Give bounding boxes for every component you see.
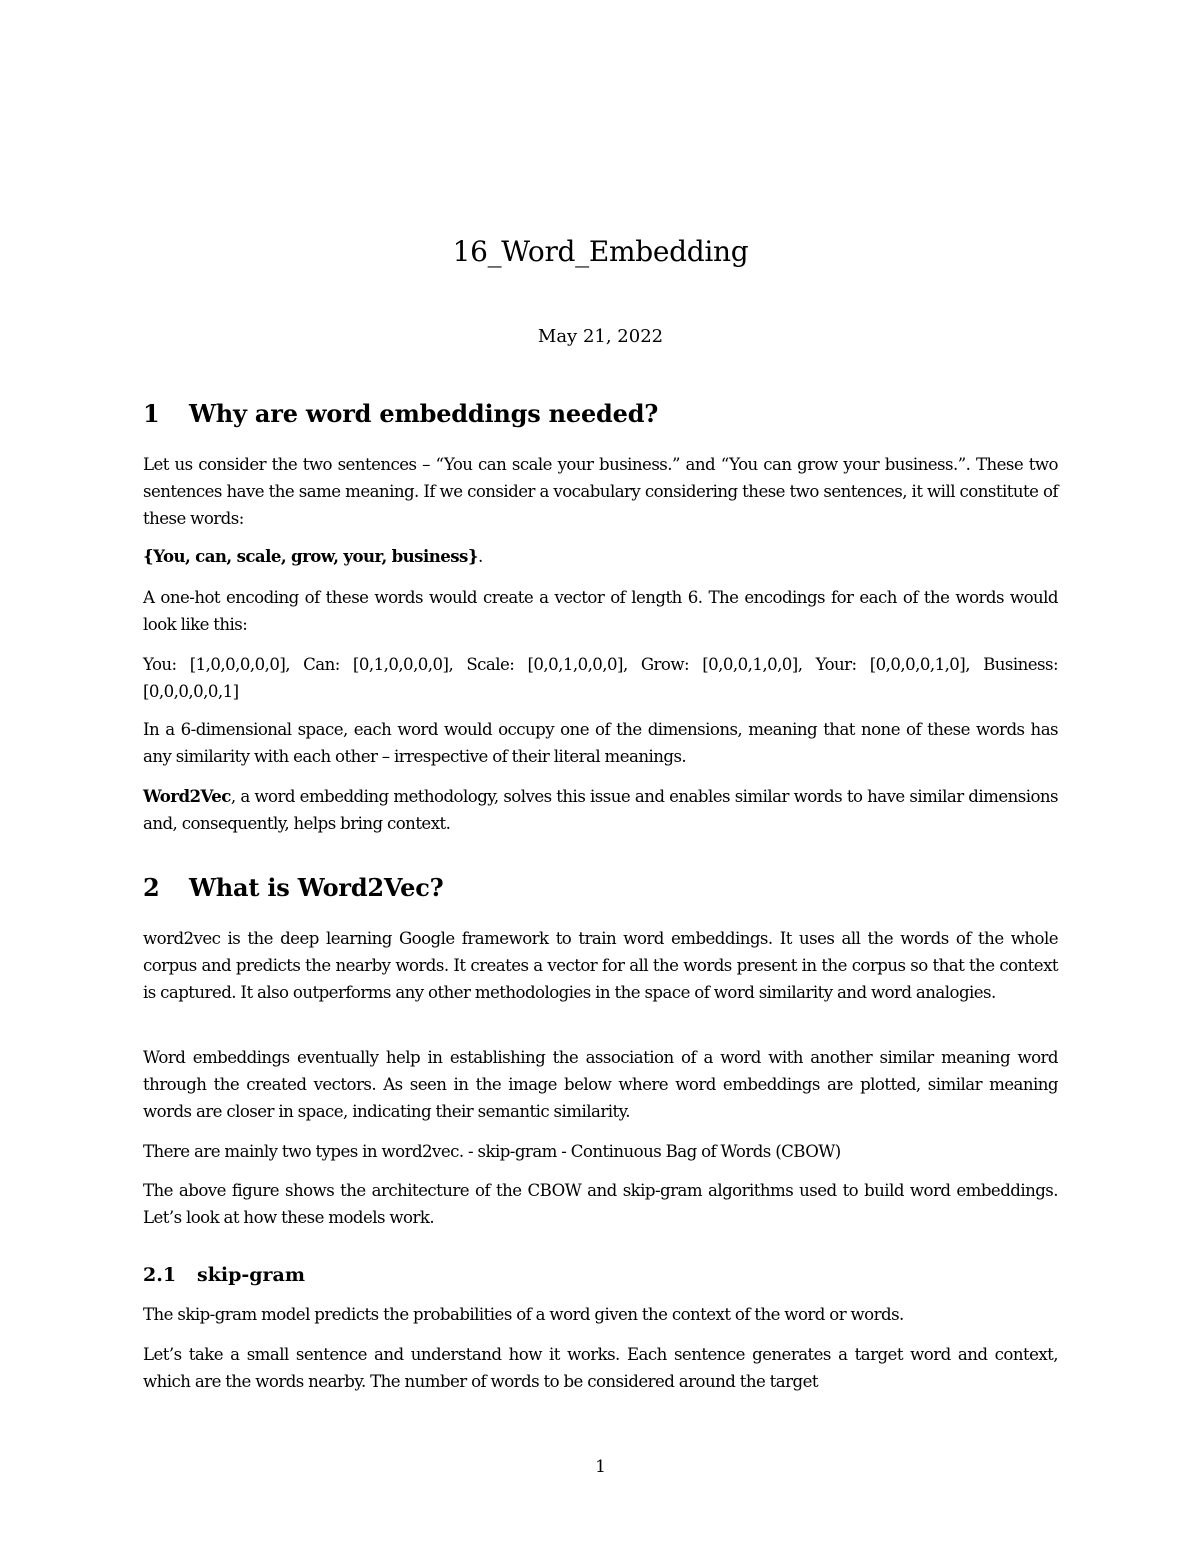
- subsection-number: 2.1: [143, 1264, 177, 1286]
- vocabulary-end: .: [477, 547, 483, 566]
- paragraph: The above figure shows the architecture of the CBOW and skip-gram algorithms used to build word embeddings. Let’s look at how these models work.: [143, 1181, 1058, 1227]
- section-2-heading: [143, 871, 1058, 905]
- paragraph: Word embeddings eventually help in establishing the association of a word with another similar meaning word through the created vectors. As seen in the image below where word embeddings are plotted, similar meaning words are closer in space, indicating their semantic similarity.: [143, 1048, 1058, 1121]
- document-title: 16_Word_Embedding: [452, 235, 749, 268]
- paragraph-text: , a word embedding methodology, solves this issue and enables similar words to have similar dimensions and, consequently, helps bring context.: [143, 787, 1058, 833]
- paragraph: The skip-gram model predicts the probabilities of a word given the context of the word or words.: [143, 1305, 904, 1324]
- paragraph: A one-hot encoding of these words would create a vector of length 6. The encodings for each of the words would look like this:: [143, 588, 1058, 634]
- term-word2vec: Word2Vec: [143, 786, 231, 806]
- section-title: Why are word embeddings needed?: [189, 399, 659, 428]
- paragraph: [143, 783, 1058, 837]
- paragraph: Let’s take a small sentence and understand how it works. Each sentence generates a target word and context, which are the words nearby. The number of words to be considered around the target: [143, 1345, 1058, 1391]
- document-page: [143, 0, 1058, 1553]
- subsection-title: skip-gram: [197, 1264, 305, 1286]
- page-number: 1: [595, 1457, 606, 1477]
- vocabulary-set: [143, 543, 1058, 570]
- section-1-heading: [143, 397, 1058, 431]
- section-number: 2: [143, 873, 160, 902]
- section-number: 1: [143, 399, 160, 428]
- paragraph-encodings: You: [1,0,0,0,0,0], Can: [0,1,0,0,0,0], Scale: [0,0,1,0,0,0], Grow: [0,0,0,1,0,0], Your: [0,0,0,0,1,0], Business: [0,0,0,0,0,1]: [143, 655, 1058, 701]
- document-date: May 21, 2022: [537, 326, 664, 347]
- subsection-2-1-heading: [143, 1261, 1058, 1289]
- paragraph: word2vec is the deep learning Google framework to train word embeddings. It uses all the words of the whole corpus and predicts the nearby words. It creates a vector for all the words present in the corpus so that the context is captured. It also outperforms any other methodologies in the space of word similarity and word analogies.: [143, 929, 1058, 1002]
- paragraph: Let us consider the two sentences – “You can scale your business.” and “You can grow your business.”. These two sentences have the same meaning. If we consider a vocabulary considering these two sentences, it will constitute of these words:: [143, 455, 1058, 528]
- paragraph: In a 6-dimensional space, each word would occupy one of the dimensions, meaning that none of these words has any similarity with each other – irrespective of their literal meanings.: [143, 720, 1058, 766]
- section-title: What is Word2Vec?: [189, 873, 444, 902]
- paragraph: There are mainly two types in word2vec. - skip-gram - Continuous Bag of Words (CBOW): [143, 1142, 841, 1161]
- vocabulary-list: {You, can, scale, grow, your, business}: [143, 546, 478, 566]
